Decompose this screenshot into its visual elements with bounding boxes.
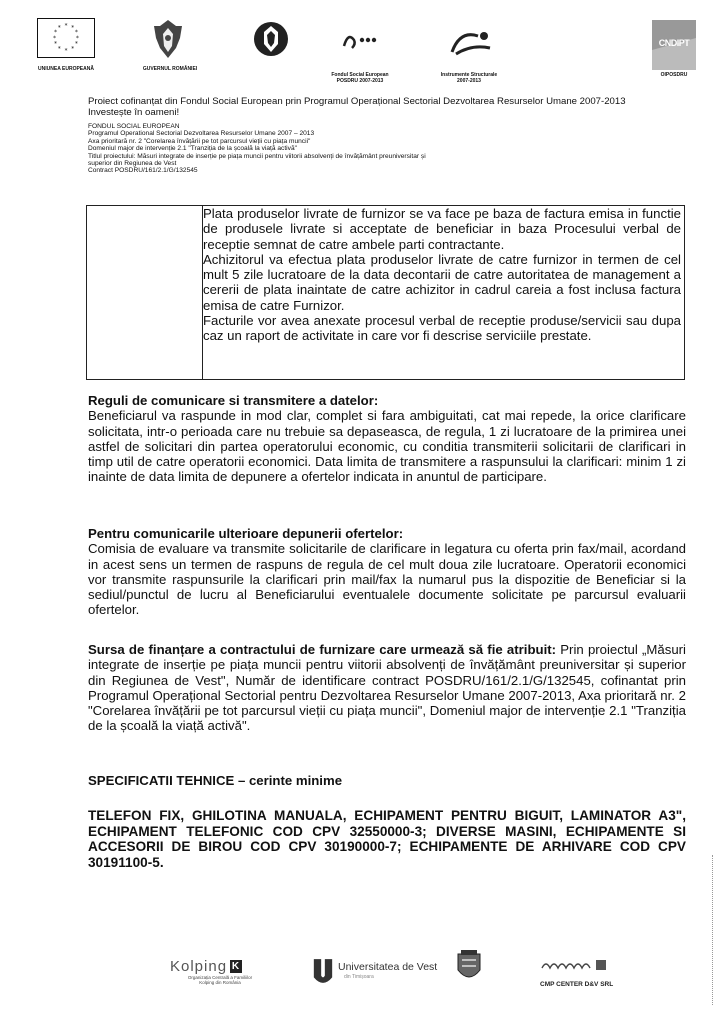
project-line-1: Proiect cofinanțat din Fondul Social European prin Programul Operațional Sectorial Dezvoltarea Resurselor Umane 2007-2013 xyxy=(88,96,626,107)
svg-text:*: * xyxy=(53,35,57,42)
svg-text:*: * xyxy=(57,46,61,53)
cndipt-logo xyxy=(652,20,696,70)
uvt-emblem-icon xyxy=(312,957,334,985)
svg-text:*: * xyxy=(71,46,75,53)
payment-paragraph: Plata produselor livrate de furnizor se va face pe baza de factura emisa in functie de produsele livrate si acceptate de beneficiar in baza Procesului verbal de receptie semnat de catre ambele parti contractante. xyxy=(203,206,681,252)
oiposdru-caption: OIPOSDRU xyxy=(660,72,688,78)
sursa-section xyxy=(88,642,686,734)
spec-heading-block xyxy=(88,773,686,788)
cmp-center-logo xyxy=(540,958,630,988)
payment-terms-cell xyxy=(203,206,681,344)
kolping-name: Kolping xyxy=(170,958,228,975)
detail-line: FONDUL SOCIAL EUROPEAN xyxy=(88,123,180,130)
uvt-name: Universitatea de Vest xyxy=(338,961,438,973)
cmp-name: CMP CENTER D&V SRL xyxy=(540,981,614,988)
project-details xyxy=(88,123,648,175)
svg-text:*: * xyxy=(64,48,68,55)
detail-line: Contract POSDRU/161/2.1/G/132545 xyxy=(88,167,198,175)
romania-coat-of-arms-logo xyxy=(150,18,186,62)
payment-paragraph: Facturile vor avea anexate procesul verbal de receptie produse/servicii sau dupa caz un raport de activitate in care vor fi descrise serviciile prestate. xyxy=(203,313,681,344)
kolping-logo xyxy=(170,958,270,985)
county-coat-of-arms-logo xyxy=(456,950,482,984)
project-line-2: Investește în oameni! xyxy=(88,107,180,118)
comunicare-section xyxy=(88,393,686,485)
cmp-scribble-icon xyxy=(540,958,610,972)
section-heading: Reguli de comunicare si transmitere a datelor: xyxy=(88,393,379,408)
svg-text:*: * xyxy=(64,23,68,30)
uvt-sub: din Timișoara xyxy=(344,974,374,980)
detail-line: Domeniul major de intervenție 2.1 "Tranziția de la școală la viață activă" xyxy=(88,145,297,153)
structural-instruments-logo xyxy=(446,26,494,56)
detail-line: superior din Regiunea de Vest xyxy=(88,160,177,168)
eu-stars-icon xyxy=(38,19,94,57)
uvt-logo xyxy=(312,955,438,989)
detail-line: Axa prioritară nr. 2 "Corelarea învățării pe tot parcursul vieții cu piața muncii" xyxy=(88,137,311,145)
fse-caption: Fondul Social European POSDRU 2007-2013 xyxy=(331,72,389,84)
svg-text:*: * xyxy=(71,25,75,32)
svg-text:*: * xyxy=(57,25,61,32)
detail-line: Titlul proiectului: Măsuri integrate de inserție pe piața muncii pentru viitorii absolvenți de învățământ preuniversitar și xyxy=(88,152,426,160)
spec-heading: SPECIFICATII TEHNICE – cerinte minime xyxy=(88,773,343,788)
scan-edge-divider xyxy=(712,855,714,1005)
section-body: Beneficiarul va raspunde in mod clar, complet si fara ambiguitati, cat mai repede, la orice clarificare solicitata, intr-o perioada care nu trebuie sa depaseasca, de regula, 1 zi lucratoare de la primirea unei astfel de solicitari din partea operatorului economic, cu conditia transmiterii solicitarii de clarificari in timp util de catre operatorii economici. Data limita de transmitere a raspunsului la clarificari: minim 1 zi inainte de data limita de depunere a ofertelor indicata in anuntul de participare. xyxy=(88,408,686,485)
detail-line: Programul Operational Sectorial Dezvoltarea Resurselor Umane 2007 – 2013 xyxy=(88,130,315,138)
svg-text:*: * xyxy=(75,30,78,37)
section-body: Comisia de evaluare va transmite solicitarile de clarificare in legatura cu oferta prin fax/mail, acordand in acest sens un termen de raspuns de regula de cel mult doua zile lucratoare. Operatorii economici vor transmite raspunsurile la clarificari prin mail/fax la numarul pus la dispozitie de Beneficiar si la sediul/punctul de lucru al Beneficiarului eventualele documente solicitate pe parcursul evaluarii ofertelor. xyxy=(88,541,686,618)
structural-caption: Instrumente Structurale 2007-2013 xyxy=(440,72,498,84)
payment-paragraph: Achizitorul va efectua plata produselor livrate de catre furnizor in termen de cel mult 5 zile lucratoare de la data decontarii de catre autoritatea de management a cererii de plata inaintate de catre achizitor in cadrul careia a fost inclusa factura emisa de catre Furnizor. xyxy=(203,251,681,313)
svg-text:*: * xyxy=(75,41,78,48)
fse-logo xyxy=(338,28,378,52)
ministry-emblem-logo xyxy=(252,18,290,60)
kolping-sub-2: Kolping din România xyxy=(199,980,241,985)
kolping-k-icon: K xyxy=(231,961,241,972)
gov-caption: GUVERNUL ROMÂNIEI xyxy=(142,66,198,72)
section-heading: Pentru comunicarile ulterioare depunerii ofertelor: xyxy=(88,526,404,541)
spec-body: TELEFON FIX, GHILOTINA MANUALA, ECHIPAMENT PENTRU BIGUIT, LAMINATOR A3", ECHIPAMENT TELEFONIC COD CPV 32550000-3; DIVERSE MASINI, ECHIPAMENTE SI ACCESORII DE BIROU COD CPV 30190000-7; ECHIPAMENTE DE ARHIVARE COD CPV 30191100-5. xyxy=(88,808,686,870)
svg-text:*: * xyxy=(54,41,57,48)
eu-flag-logo xyxy=(37,18,95,58)
section-heading: Sursa de finanțare a contractului de furnizare care urmează să fie atribuit: xyxy=(88,642,557,657)
ulterioare-section xyxy=(88,526,686,618)
kolping-sub-1: Organizația Centrală a Familiilor xyxy=(187,975,253,980)
section-body: Prin proiectul „Măsuri integrate de inserție pe piața muncii pentru viitorii absolvenți de învățământ preuniversitar și superior din Regiunea de Vest", Număr de identificare contract POSDRU/161/2.1/G/132545, cofinantat prin Programul Operațional Sectorial pentru Dezvoltarea Resurselor Umane 2007-2013, Axa prioritară nr. 2 "Corelarea învățării pe tot parcursul vieții cu piața muncii", Domeniul major de intervenție 2.1 "Tranziția de la școală la viață activă". xyxy=(88,642,686,734)
svg-text:*: * xyxy=(54,30,57,37)
eu-caption: UNIUNEA EUROPEANĂ xyxy=(38,66,94,72)
svg-text:*: * xyxy=(75,35,79,42)
cndipt-badge-text: CNDIPT xyxy=(658,38,690,48)
